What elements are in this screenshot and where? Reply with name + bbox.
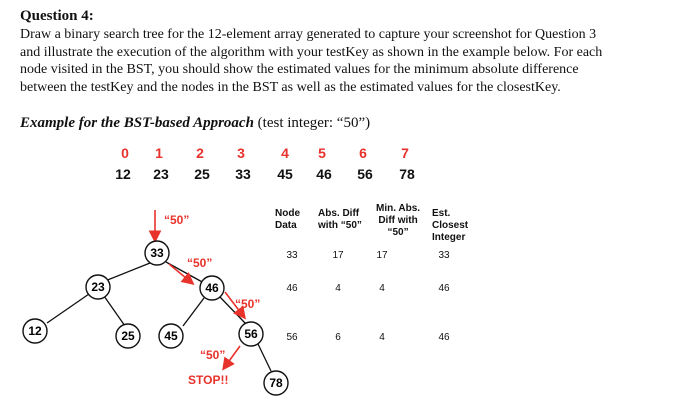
node-46-label: 46	[205, 281, 219, 295]
edge-23-25	[104, 296, 125, 326]
key-label-33: “50”	[187, 256, 213, 270]
question-line-1: Draw a binary search tree for the 12-element array generated to capture your screenshot for Question 3	[20, 27, 597, 42]
node-45	[159, 324, 183, 348]
array-index: 3	[237, 145, 245, 161]
row1-abs: 17	[332, 250, 344, 261]
question-line-2: and illustrate the execution of the algorithm with your testKey as shown in the example below. For each	[20, 44, 603, 60]
array-value: 12	[115, 166, 131, 182]
array-index: 0	[121, 145, 129, 161]
array-index: 6	[359, 145, 367, 161]
row2-node: 46	[286, 283, 298, 294]
row2-abs: 4	[335, 283, 341, 294]
node-23-label: 23	[91, 280, 105, 294]
row1-est: 33	[438, 250, 450, 261]
node-25	[116, 324, 140, 348]
node-25-label: 25	[121, 329, 135, 343]
node-56-label: 56	[244, 327, 258, 341]
edge-23-12	[47, 294, 89, 323]
node-33	[145, 241, 169, 265]
example-lead: Example for the BST-based Approach	[20, 115, 254, 131]
node-23	[86, 275, 110, 299]
node-78-label: 78	[269, 376, 283, 390]
row3-est: 46	[438, 332, 450, 343]
header-node-data: Node Data	[275, 208, 300, 231]
row3-abs: 6	[335, 332, 341, 343]
array-value: 25	[194, 166, 210, 182]
edge-46-45	[183, 298, 204, 326]
node-12	[23, 319, 47, 343]
row3-min: 4	[379, 332, 385, 343]
header-min-abs-diff: Min. Abs. Diff with “50”	[376, 203, 421, 238]
question-title: Question 4:	[20, 8, 94, 24]
array-index: 4	[281, 145, 289, 161]
key-label-46: “50”	[235, 297, 261, 311]
row1-min: 17	[376, 250, 388, 261]
array-value: 46	[316, 166, 332, 182]
row2-est: 46	[438, 283, 450, 294]
tree-edges	[47, 262, 271, 371]
row2-min: 4	[379, 283, 385, 294]
header-est-closest: Est. Closest Integer	[432, 208, 469, 243]
node-45-label: 45	[164, 329, 178, 343]
header-abs-diff: Abs. Diff with “50”	[318, 208, 362, 231]
edge-33-23	[105, 263, 150, 281]
question-line-3: node visited in the BST, you should show the estimated values for the minimum absolute difference	[20, 62, 579, 77]
node-56	[239, 322, 263, 346]
edge-56-78	[258, 344, 271, 371]
node-33-label: 33	[150, 246, 164, 260]
array-index: 5	[318, 145, 326, 161]
node-78	[264, 371, 288, 395]
array-value: 56	[357, 166, 373, 182]
arrow-56-to-stop	[224, 346, 240, 368]
row1-node: 33	[286, 250, 298, 261]
array-index: 1	[155, 145, 163, 161]
array-index: 2	[196, 145, 204, 161]
array-index: 7	[401, 145, 409, 161]
key-label-root: “50”	[164, 213, 190, 227]
array-value: 23	[153, 166, 169, 182]
node-46	[200, 276, 224, 300]
array-value: 45	[277, 166, 293, 182]
stop-label: STOP!!	[188, 373, 229, 387]
array-value: 33	[235, 166, 251, 182]
node-12-label: 12	[28, 324, 42, 338]
example-test-integer: (test integer: “50”)	[253, 115, 371, 131]
array-value: 78	[399, 166, 415, 182]
key-label-56: “50”	[200, 348, 226, 362]
row3-node: 56	[286, 332, 298, 343]
question-line-4: between the testKey and the nodes in the BST as well as the estimated values for the closestKey.	[20, 79, 561, 95]
